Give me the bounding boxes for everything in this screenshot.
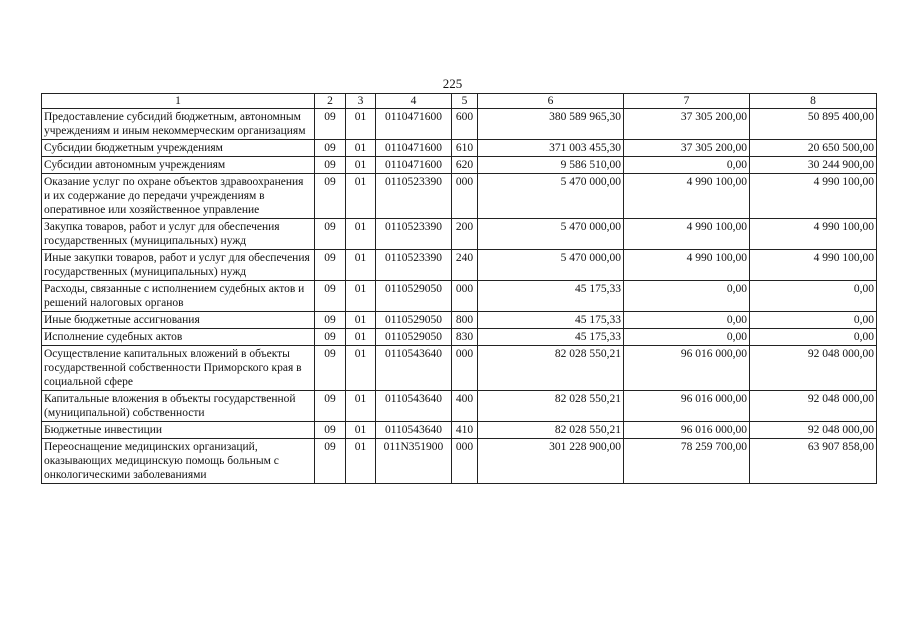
- target-article-cell: 0110529050: [376, 312, 452, 329]
- section-cell: 09: [315, 422, 346, 439]
- target-article-cell: 0110471600: [376, 140, 452, 157]
- amount-col8-cell: 30 244 900,00: [750, 157, 877, 174]
- target-article-cell: 0110471600: [376, 157, 452, 174]
- expense-type-cell: 410: [452, 422, 478, 439]
- section-cell: 09: [315, 250, 346, 281]
- amount-col8-cell: 92 048 000,00: [750, 346, 877, 391]
- amount-col8-cell: 20 650 500,00: [750, 140, 877, 157]
- amount-col7-cell: 37 305 200,00: [624, 109, 750, 140]
- row-name-cell: Капитальные вложения в объекты государственной (муниципальной) собственности: [42, 391, 315, 422]
- amount-col7-cell: 4 990 100,00: [624, 174, 750, 219]
- table-row: [42, 329, 877, 346]
- table-row: [42, 281, 877, 312]
- amount-col7-cell: 0,00: [624, 281, 750, 312]
- target-article-cell: 0110471600: [376, 109, 452, 140]
- subsection-cell: 01: [346, 109, 376, 140]
- amount-col8-cell: 0,00: [750, 329, 877, 346]
- amount-col6-cell: 301 228 900,00: [478, 439, 624, 484]
- amount-col6-cell: 5 470 000,00: [478, 219, 624, 250]
- section-cell: 09: [315, 109, 346, 140]
- table-header: [42, 94, 877, 109]
- row-name-cell: Осуществление капитальных вложений в объекты государственной собственности Приморского края в социальной сфере: [42, 346, 315, 391]
- row-name-cell: Иные бюджетные ассигнования: [42, 312, 315, 329]
- table-row: [42, 346, 877, 391]
- section-cell: 09: [315, 157, 346, 174]
- amount-col8-cell: 92 048 000,00: [750, 422, 877, 439]
- expense-type-cell: 600: [452, 109, 478, 140]
- column-header: 8: [750, 94, 877, 109]
- section-cell: 09: [315, 329, 346, 346]
- amount-col7-cell: 96 016 000,00: [624, 346, 750, 391]
- target-article-cell: 0110523390: [376, 219, 452, 250]
- subsection-cell: 01: [346, 157, 376, 174]
- header-row: [42, 94, 877, 109]
- amount-col6-cell: 5 470 000,00: [478, 250, 624, 281]
- target-article-cell: 0110543640: [376, 422, 452, 439]
- row-name-cell: Исполнение судебных актов: [42, 329, 315, 346]
- section-cell: 09: [315, 281, 346, 312]
- expense-type-cell: 000: [452, 174, 478, 219]
- amount-col6-cell: 371 003 455,30: [478, 140, 624, 157]
- column-header: 4: [376, 94, 452, 109]
- table-row: [42, 391, 877, 422]
- target-article-cell: 0110543640: [376, 391, 452, 422]
- amount-col7-cell: 37 305 200,00: [624, 140, 750, 157]
- row-name-cell: Субсидии автономным учреждениям: [42, 157, 315, 174]
- row-name-cell: Предоставление субсидий бюджетным, автономным учреждениям и иным некоммерческим организациям: [42, 109, 315, 140]
- subsection-cell: 01: [346, 174, 376, 219]
- subsection-cell: 01: [346, 439, 376, 484]
- table-row: [42, 157, 877, 174]
- row-name-cell: Бюджетные инвестиции: [42, 422, 315, 439]
- amount-col8-cell: 4 990 100,00: [750, 250, 877, 281]
- target-article-cell: 0110523390: [376, 174, 452, 219]
- amount-col8-cell: 63 907 858,00: [750, 439, 877, 484]
- amount-col7-cell: 96 016 000,00: [624, 422, 750, 439]
- section-cell: 09: [315, 312, 346, 329]
- subsection-cell: 01: [346, 250, 376, 281]
- amount-col8-cell: 50 895 400,00: [750, 109, 877, 140]
- expense-type-cell: 800: [452, 312, 478, 329]
- section-cell: 09: [315, 439, 346, 484]
- column-header: 7: [624, 94, 750, 109]
- budget-table: [41, 93, 877, 484]
- row-name-cell: Расходы, связанные с исполнением судебных актов и решений налоговых органов: [42, 281, 315, 312]
- target-article-cell: 0110523390: [376, 250, 452, 281]
- subsection-cell: 01: [346, 346, 376, 391]
- amount-col8-cell: 92 048 000,00: [750, 391, 877, 422]
- target-article-cell: 0110529050: [376, 329, 452, 346]
- amount-col6-cell: 82 028 550,21: [478, 346, 624, 391]
- target-article-cell: 011N351900: [376, 439, 452, 484]
- subsection-cell: 01: [346, 219, 376, 250]
- section-cell: 09: [315, 219, 346, 250]
- amount-col8-cell: 0,00: [750, 312, 877, 329]
- column-header: 2: [315, 94, 346, 109]
- section-cell: 09: [315, 174, 346, 219]
- amount-col8-cell: 0,00: [750, 281, 877, 312]
- amount-col7-cell: 0,00: [624, 312, 750, 329]
- amount-col8-cell: 4 990 100,00: [750, 174, 877, 219]
- column-header: 1: [42, 94, 315, 109]
- amount-col7-cell: 4 990 100,00: [624, 219, 750, 250]
- column-header: 5: [452, 94, 478, 109]
- amount-col7-cell: 0,00: [624, 157, 750, 174]
- amount-col6-cell: 82 028 550,21: [478, 391, 624, 422]
- column-header: 3: [346, 94, 376, 109]
- row-name-cell: Закупка товаров, работ и услуг для обеспечения государственных (муниципальных) нужд: [42, 219, 315, 250]
- table-row: [42, 312, 877, 329]
- table-row: [42, 250, 877, 281]
- amount-col6-cell: 9 586 510,00: [478, 157, 624, 174]
- expense-type-cell: 610: [452, 140, 478, 157]
- amount-col6-cell: 82 028 550,21: [478, 422, 624, 439]
- amount-col6-cell: 380 589 965,30: [478, 109, 624, 140]
- table-row: [42, 422, 877, 439]
- subsection-cell: 01: [346, 422, 376, 439]
- table-row: [42, 439, 877, 484]
- subsection-cell: 01: [346, 281, 376, 312]
- amount-col6-cell: 45 175,33: [478, 281, 624, 312]
- page-number: 225: [442, 76, 463, 91]
- amount-col6-cell: 45 175,33: [478, 312, 624, 329]
- subsection-cell: 01: [346, 312, 376, 329]
- target-article-cell: 0110543640: [376, 346, 452, 391]
- table-row: [42, 174, 877, 219]
- row-name-cell: Иные закупки товаров, работ и услуг для обеспечения государственных (муниципальных) нужд: [42, 250, 315, 281]
- subsection-cell: 01: [346, 329, 376, 346]
- table-row: [42, 140, 877, 157]
- amount-col7-cell: 78 259 700,00: [624, 439, 750, 484]
- table-body: [42, 109, 877, 484]
- amount-col7-cell: 96 016 000,00: [624, 391, 750, 422]
- expense-type-cell: 620: [452, 157, 478, 174]
- column-header: 6: [478, 94, 624, 109]
- amount-col8-cell: 4 990 100,00: [750, 219, 877, 250]
- expense-type-cell: 000: [452, 281, 478, 312]
- row-name-cell: Переоснащение медицинских организаций, оказывающих медицинскую помощь больным с онкологическими заболеваниями: [42, 439, 315, 484]
- amount-col7-cell: 4 990 100,00: [624, 250, 750, 281]
- expense-type-cell: 000: [452, 439, 478, 484]
- subsection-cell: 01: [346, 391, 376, 422]
- section-cell: 09: [315, 391, 346, 422]
- expense-type-cell: 200: [452, 219, 478, 250]
- amount-col6-cell: 5 470 000,00: [478, 174, 624, 219]
- subsection-cell: 01: [346, 140, 376, 157]
- section-cell: 09: [315, 140, 346, 157]
- table-row: [42, 219, 877, 250]
- expense-type-cell: 000: [452, 346, 478, 391]
- expense-type-cell: 400: [452, 391, 478, 422]
- row-name-cell: Субсидии бюджетным учреждениям: [42, 140, 315, 157]
- expense-type-cell: 240: [452, 250, 478, 281]
- amount-col6-cell: 45 175,33: [478, 329, 624, 346]
- expense-type-cell: 830: [452, 329, 478, 346]
- row-name-cell: Оказание услуг по охране объектов здравоохранения и их содержание до передачи учреждениям в оперативное или хозяйственное управление: [42, 174, 315, 219]
- amount-col7-cell: 0,00: [624, 329, 750, 346]
- section-cell: 09: [315, 346, 346, 391]
- target-article-cell: 0110529050: [376, 281, 452, 312]
- table-row: [42, 109, 877, 140]
